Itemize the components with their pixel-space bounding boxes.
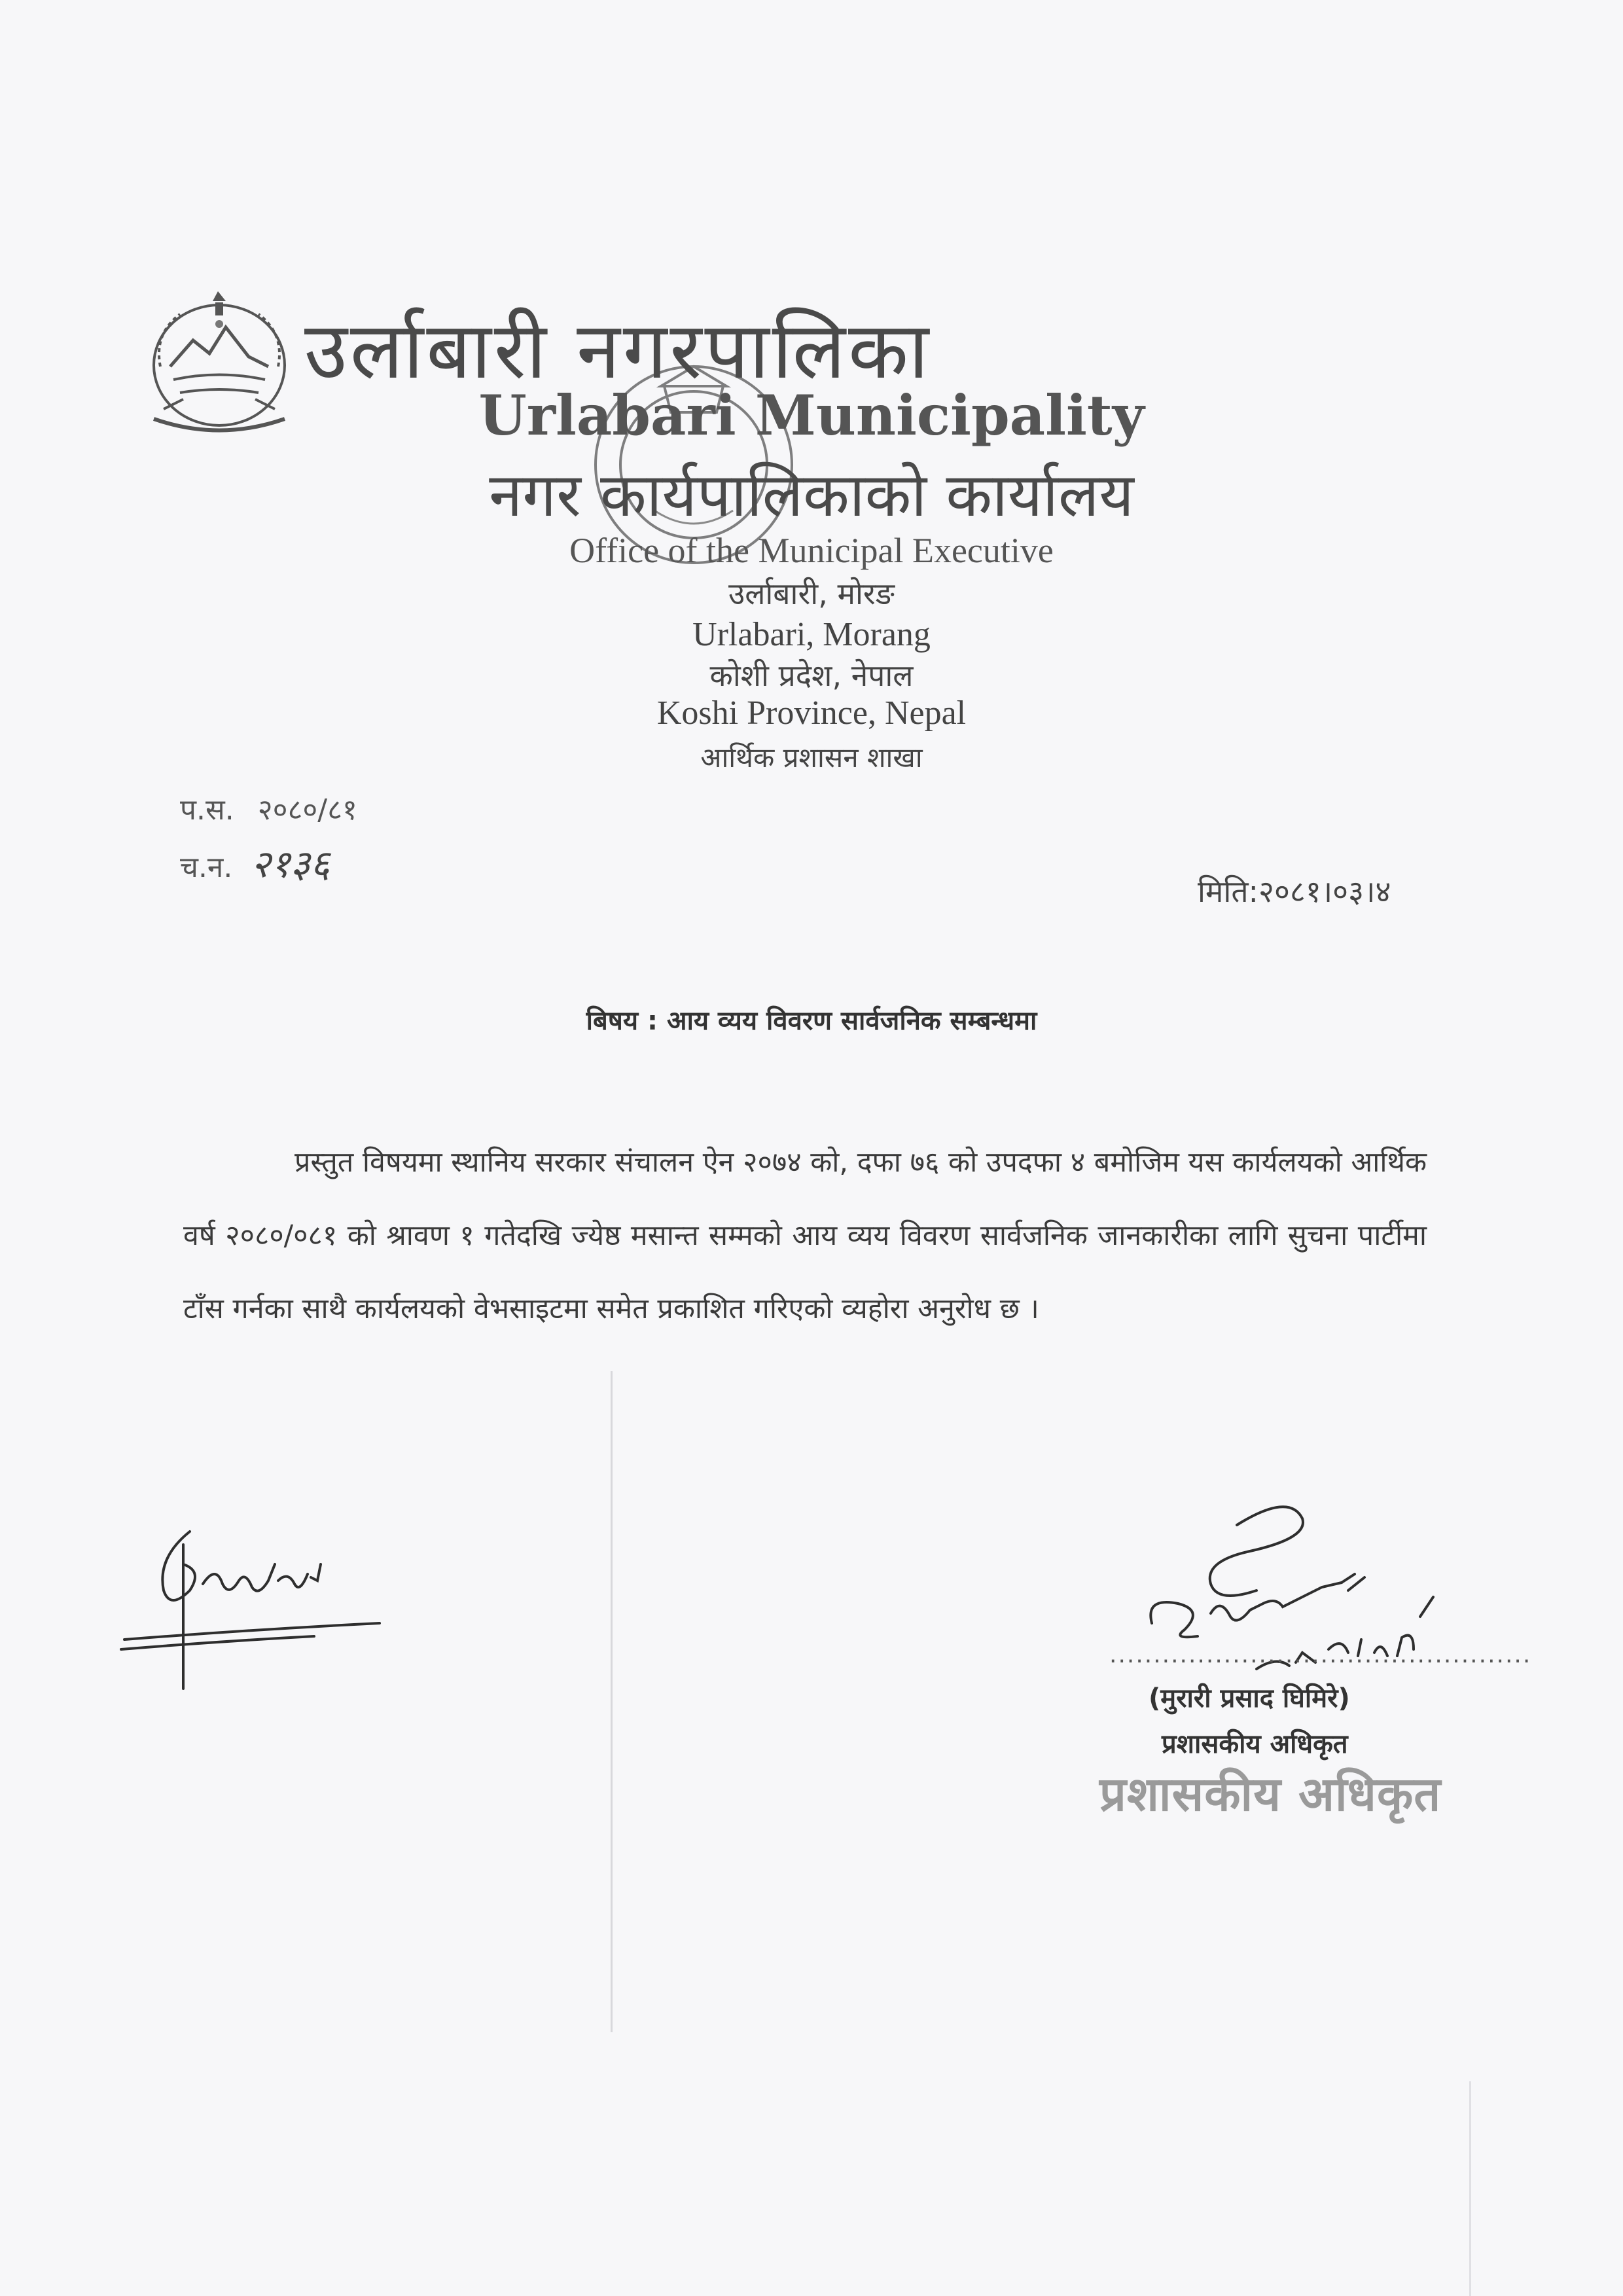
- fold-line: [611, 1371, 613, 2032]
- designation-stamp: प्रशासकीय अधिकृत: [1099, 1767, 1442, 1821]
- office-name-english: Office of the Municipal Executive: [569, 531, 1054, 570]
- cn-label: च.न.: [180, 851, 233, 884]
- ps-value: २०८०/८१: [257, 793, 357, 827]
- signatory-name: (मुरारी प्रसाद घिमिरे): [1149, 1683, 1350, 1713]
- body-text: प्रस्तुत विषयमा स्थानिय सरकार संचालन ऐन २०७४ को, दफा ७६ को उपदफा ४ बमोजिम यस कार्यलयको आर्थिक वर्ष २०८०/०८१ को श्रावण १ गतेदखि ज्येष्ठ मसान्त सम्मको आय व्यय विवरण सार्वजनिक जानकारीका लागि सुचना पार्टीमा टाँस गर्नका साथै कार्यलयको वेभसाइटमा समेत प्रकाशित गरिएको व्यहोरा अनुरोध छ ।: [183, 1146, 1427, 1325]
- signature-dotted-line: ................................................: [1109, 1641, 1532, 1668]
- letter-date: मिति:२०८१।०३।४: [1198, 874, 1391, 909]
- signatory-title: प्रशासकीय अधिकृत: [1162, 1729, 1348, 1759]
- municipality-name-english: Urlabari Municipality: [478, 383, 1145, 448]
- cn-value: २१३६: [251, 842, 330, 886]
- chalani-number: [180, 836, 330, 888]
- address-nepali: उर्लाबारी, मोरङ: [728, 576, 895, 611]
- municipality-name-nepali: उर्लाबारी नगरपालिका: [304, 306, 932, 397]
- letter-subject: बिषय : आय व्यय विवरण सार्वजनिक सम्बन्धमा: [586, 1006, 1037, 1036]
- address-english: Urlabari, Morang: [692, 616, 931, 653]
- left-signature-icon: [118, 1518, 393, 1695]
- letter-body: [183, 1126, 1427, 1346]
- fold-line-right: [1469, 2081, 1471, 2296]
- patra-sankhya: [180, 789, 357, 828]
- branch-name: आर्थिक प्रशासन शाखा: [700, 742, 923, 774]
- ps-label: प.स.: [180, 793, 234, 827]
- province-english: Koshi Province, Nepal: [656, 694, 967, 732]
- office-name-nepali: नगर कार्यपालिकाको कार्यालय: [489, 460, 1134, 530]
- province-nepali: कोशी प्रदेश, नेपाल: [709, 658, 914, 693]
